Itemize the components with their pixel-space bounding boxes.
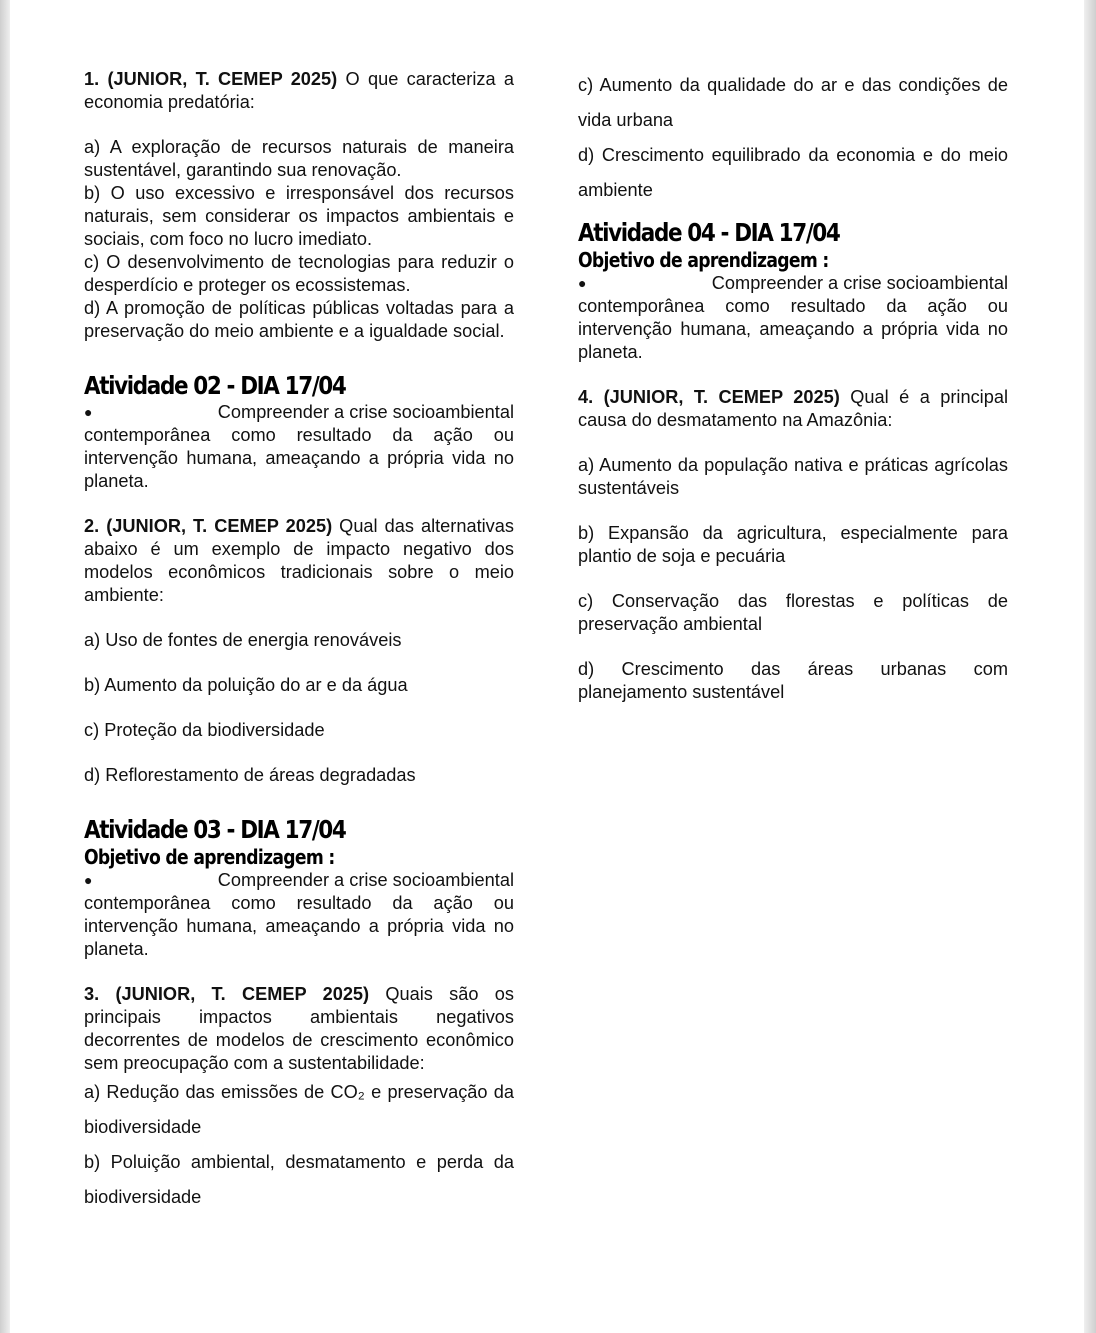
question-2-option-c: c) Proteção da biodiversidade (84, 720, 325, 740)
activity-2-bullet (84, 401, 514, 424)
activity-2-bullet-rest: contemporânea como resultado da ação ou intervenção humana, ameaçando a própria vida no planeta. (84, 425, 514, 491)
question-2-option-b: b) Aumento da poluição do ar e da água (84, 675, 408, 695)
activity-4-objective: Objetivo de aprendizagem : (578, 248, 829, 272)
question-4 (578, 386, 1008, 432)
question-1-option-d: d) A promoção de políticas públicas voltadas para a preservação do meio ambiente e a igualdade social. (84, 298, 514, 341)
activity-3-bullet-rest: contemporânea como resultado da ação ou intervenção humana, ameaçando a própria vida no planeta. (84, 893, 514, 959)
activity-3-bullet-start: Compreender a crise socioambiental (217, 870, 514, 890)
question-3-ref: 3. (JUNIOR, T. CEMEP 2025) (84, 984, 370, 1004)
question-4-option-c: c) Conservação das florestas e políticas de preservação ambiental (578, 591, 1008, 634)
activity-3-title: Atividade 03 - DIA 17/04 (84, 815, 346, 844)
bullet-icon: ● (84, 404, 93, 420)
question-1 (84, 68, 514, 114)
activity-4-bullet-start: Compreender a crise socioambiental (711, 273, 1008, 293)
question-3 (84, 983, 514, 1075)
question-4-text: Qual é a principal causa do desmatamento na Amazônia: (578, 387, 1008, 430)
left-page-edge (0, 0, 10, 1333)
left-column (84, 68, 514, 1215)
right-page-edge (1084, 0, 1096, 1333)
question-1-text: O que caracteriza a economia predatória: (84, 69, 514, 112)
question-3-option-c: c) Aumento da qualidade do ar e das condições de vida urbana (578, 75, 1008, 130)
activity-3-bullet (84, 869, 514, 892)
question-4-option-a: a) Aumento da população nativa e práticas agrícolas sustentáveis (578, 455, 1008, 498)
activity-4-bullet-rest: contemporânea como resultado da ação ou intervenção humana, ameaçando a própria vida no planeta. (578, 296, 1008, 362)
question-2-text: Qual das alternativas abaixo é um exemplo de impacto negativo dos modelos econômicos tradicionais sobre o meio ambiente: (84, 516, 514, 605)
question-3-option-d: d) Crescimento equilibrado da economia e do meio ambiente (578, 145, 1008, 200)
bullet-icon: ● (84, 872, 93, 888)
question-1-option-a: a) A exploração de recursos naturais de maneira sustentável, garantindo sua renovação. (84, 137, 514, 180)
activity-4-bullet (578, 272, 1008, 295)
question-4-ref: 4. (JUNIOR, T. CEMEP 2025) (578, 387, 840, 407)
question-2-option-a: a) Uso de fontes de energia renováveis (84, 630, 402, 650)
activity-2-bullet-start: Compreender a crise socioambiental (217, 402, 514, 422)
activity-2-title: Atividade 02 - DIA 17/04 (84, 371, 346, 400)
question-3-text: Quais são os principais impactos ambientais negativos decorrentes de modelos de crescimento econômico sem preocupação com a sustentabilidade: (84, 984, 514, 1073)
question-4-option-b: b) Expansão da agricultura, especialmente para plantio de soja e pecuária (578, 523, 1008, 566)
question-3-option-a: a) Redução das emissões de CO₂ e preservação da biodiversidade (84, 1082, 514, 1137)
question-2 (84, 515, 514, 607)
right-column (578, 68, 1008, 704)
bullet-icon: ● (578, 275, 587, 291)
question-1-option-b: b) O uso excessivo e irresponsável dos recursos naturais, sem considerar os impactos ambientais e sociais, com foco no lucro imediato. (84, 183, 514, 249)
question-4-option-d: d) Crescimento das áreas urbanas com planejamento sustentável (578, 659, 1008, 702)
question-2-option-d: d) Reflorestamento de áreas degradadas (84, 765, 416, 785)
activity-4-title: Atividade 04 - DIA 17/04 (578, 218, 840, 247)
question-3-option-b: b) Poluição ambiental, desmatamento e perda da biodiversidade (84, 1152, 514, 1207)
document-page (10, 0, 1084, 1333)
activity-3-objective: Objetivo de aprendizagem : (84, 845, 335, 869)
question-1-ref: 1. (JUNIOR, T. CEMEP 2025) (84, 69, 338, 89)
question-1-option-c: c) O desenvolvimento de tecnologias para reduzir o desperdício e proteger os ecossistemas. (84, 252, 514, 295)
question-2-ref: 2. (JUNIOR, T. CEMEP 2025) (84, 516, 333, 536)
